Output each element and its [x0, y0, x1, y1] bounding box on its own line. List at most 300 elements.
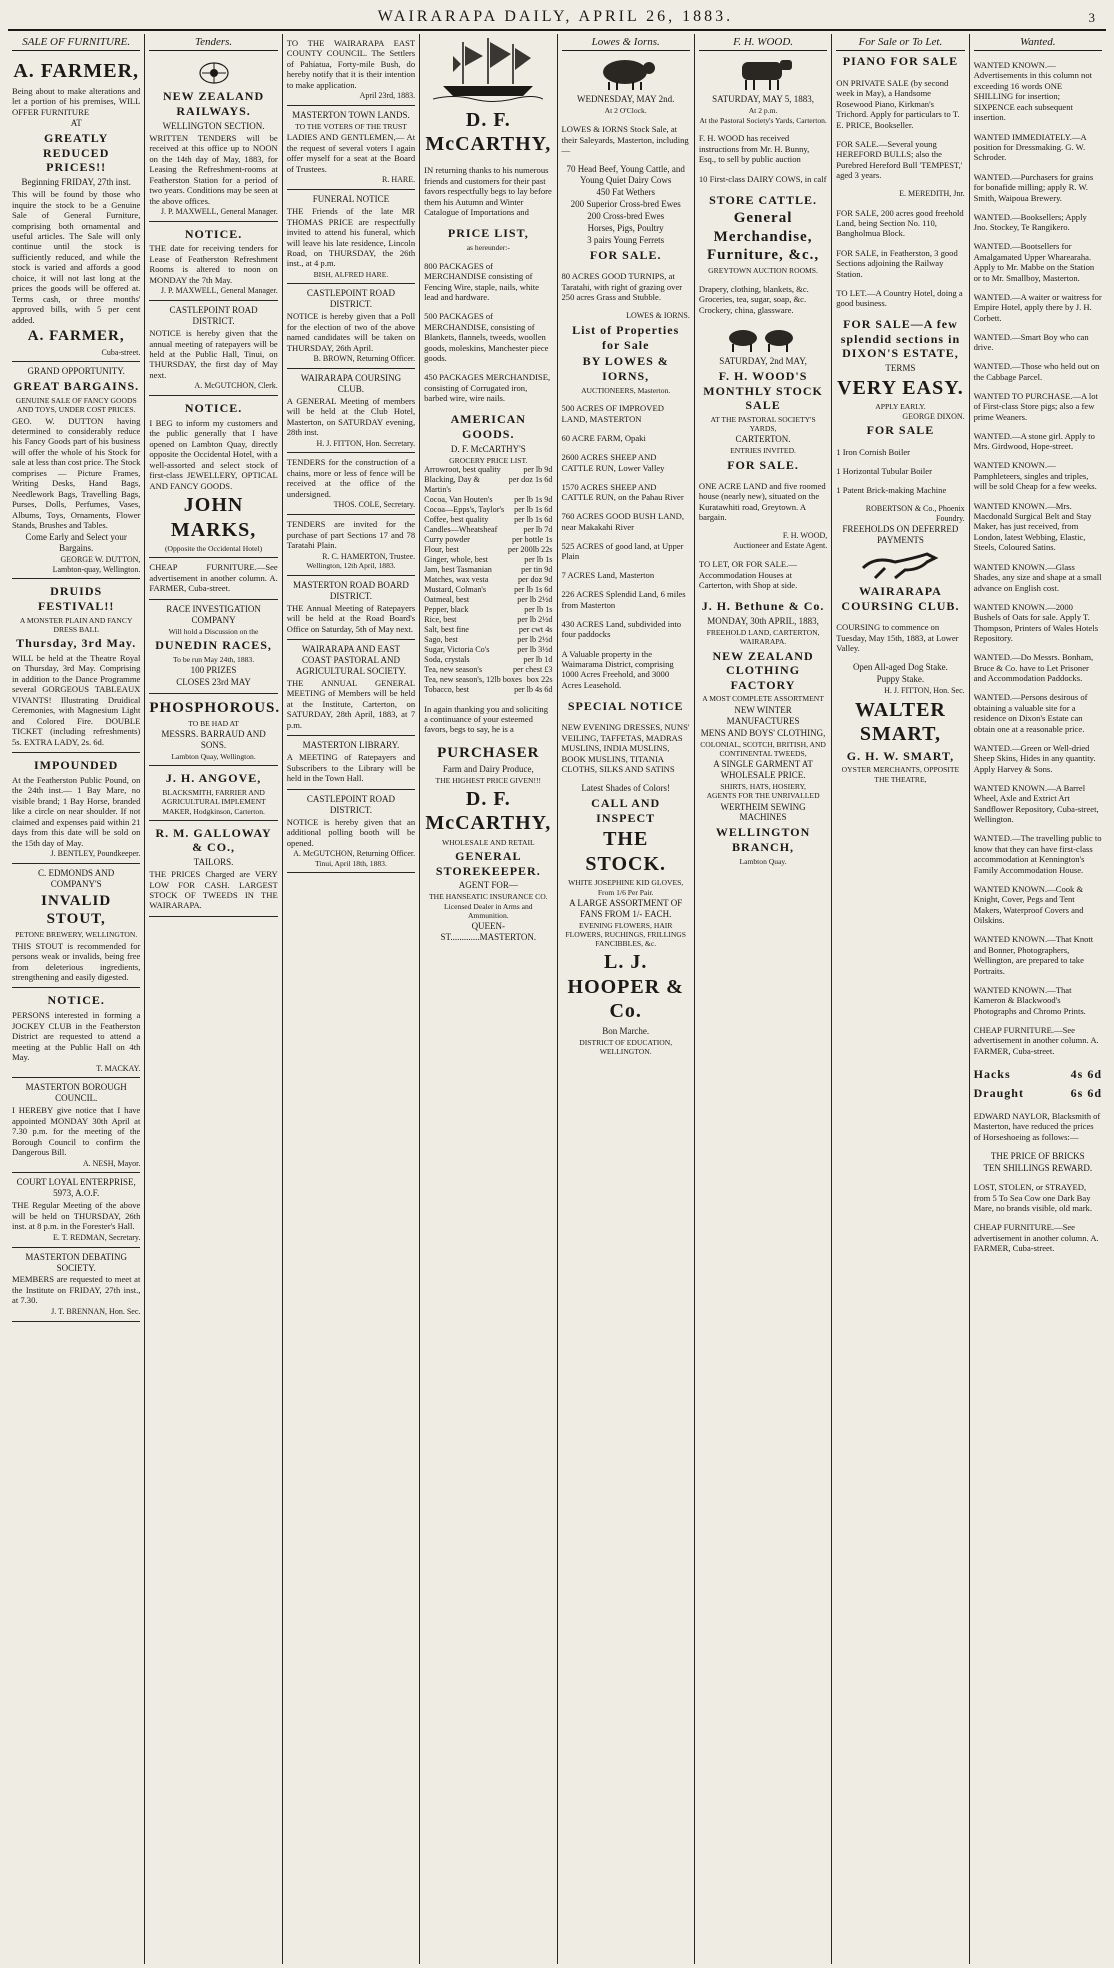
wood-let: TO LET, OR FOR SALE.—Accommodation Houses at Carterton, with Shop at side. [698, 559, 798, 591]
properties-by: BY LOWES & IORNS, [582, 354, 669, 383]
factory-single: A SINGLE GARMENT AT WHOLESALE PRICE. [713, 759, 813, 781]
featherston-sections: FOR SALE, in Featherston, 3 good Sections adjoining the Railway Station. [836, 247, 958, 279]
grocery-item-price: per lb 9d [523, 464, 553, 474]
coursing-meeting-sign: H. J. FITTON, Hon. Secretary. [316, 438, 416, 448]
grocery-item-price: per lb 1s 6d [514, 504, 553, 514]
grocery-list [424, 465, 552, 695]
factory-address: Lambton Quay. [739, 856, 787, 866]
grocery-item-price: per lb 1s 6d [514, 514, 553, 524]
pound-heading: IMPOUNDED [34, 758, 119, 772]
funeral-body: THE Friends of the late MR THOMAS PRICE are respectfully invited to attend his funeral, which will leave his late residence, Lincoln Road, on THURSDAY, the 26th inst., at 4 p.m. [286, 206, 416, 269]
library-notice [287, 736, 415, 789]
grocery-item-name: Flour, best [424, 544, 459, 554]
grocery-item [424, 545, 552, 555]
grocery-item-name: Blacking, Day & Martin's [424, 474, 480, 494]
agricultural-heading: WAIRARAPA AND EAST COAST PASTORAL AND AGRICULTURAL SOCIETY. [295, 643, 407, 676]
taratahi-tenders [287, 515, 415, 575]
grocery-item-price: per lb 1d [523, 654, 553, 664]
merchandise-comprising: Drapery, clothing, blankets, &c. Groceries, tea, sugar, soap, &c. Crockery, china, glassware. [698, 283, 809, 315]
marks-heading: NOTICE. [184, 401, 243, 416]
grocery-item-name: Ginger, whole, best [424, 554, 488, 564]
masthead-page-number: 3 [1088, 10, 1096, 25]
boilers-heading: FOR SALE [866, 423, 935, 438]
masthead-title: WAIRARAPA DAILY, APRIL 26, 1883. [377, 8, 734, 25]
lost-body: LOST, STOLEN, or STRAYED, from 5 To Sea Cow one Dark Bay Mare, no brands visible, old mark. [973, 1182, 1093, 1214]
bethune-heading: J. H. Bethune & Co. [701, 599, 825, 614]
galloway-ad [149, 821, 277, 917]
grocery-item-name: Coffee, best quality [424, 514, 489, 524]
castlepoint-notice [149, 301, 277, 396]
wanted-item: WANTED.—Those who held out on the Cabbage Parcel. [973, 361, 1100, 382]
boilers-list [836, 447, 964, 496]
dixon-terms: TERMS [885, 363, 916, 374]
factory-colonial: COLONIAL, SCOTCH, BRITISH, AND CONTINENTAL TWEEDS, [700, 739, 826, 758]
freeholds-deferred: FREEHOLDS ON DEFERRED PAYMENTS [842, 524, 959, 546]
wanted-item: WANTED.—Green or Well-dried Sheep Skins, Hides in any quantity. Apply Harvey & Sons. [973, 742, 1096, 774]
special-kid: WHITE JOSEPHINE KID GLOVES, From 1/6 Per Pair. [568, 878, 684, 897]
wood-monthly: F. H. WOOD'S MONTHLY STOCK SALE [703, 368, 823, 413]
grocery-item-name: Sago, best [424, 634, 458, 644]
grocery-item [424, 555, 552, 565]
general-merchandise: General Merchandise, Furniture, &c., [706, 210, 820, 263]
cow-icon [699, 54, 827, 92]
refreshment-body: THE date for receiving tenders for Lease of Featherston Refreshment Rooms is altered to noon on MONDAY the 7th May. [149, 243, 278, 285]
railways-sign: J. P. MAXWELL, General Manager. [160, 207, 278, 217]
mccarthy-thanks: In again thanking you and soliciting a continuance of your esteemed favors, begs to say, he is a [424, 703, 548, 735]
lowes-lot: 70 Head Beef, Young Cattle, and Young Quiet Dairy Cows [566, 164, 685, 186]
grocery-item [424, 655, 552, 665]
dutton-h2: GREAT BARGAINS. [13, 379, 140, 394]
grocery-item [424, 635, 552, 645]
phosphorous-ad [149, 694, 281, 767]
coursing-meeting-heading: WAIRARAPA COURSING CLUB. [300, 372, 402, 394]
lowes-sign: LOWES & IORNS. [626, 311, 690, 321]
factory-shirts: SHIRTS, HATS, HOSIERY, [720, 782, 806, 792]
grocery-item-name: Tea, new season's, 12lb boxes [424, 674, 522, 684]
farmer-name: A. FARMER, [13, 60, 140, 83]
agricultural-body: THE ANNUAL GENERAL MEETING of Members will be held at the Institute, Carterton, on SATURDAY, 28th April, 1883, at 7 p.m. [286, 677, 416, 730]
dutton-body: GEO. W. DUTTON having determined to considerably reduce his Fancy Goods part of his business will offer the whole of his Stock for sale at less than cost price. The Stock comprises — Picture Frames, Writing Desks, Hand Bags, Needlework Bags, Travelling Bags, Purses, Dolls, Perfumes, Vases, Albums, Toys, Ornaments, Flower Stands, Brushes and Tables. [12, 415, 141, 531]
dutton-ad [12, 362, 140, 579]
boiler-item: 1 Patent Brick-making Machine [836, 484, 947, 495]
grocery-item-price: per doz 1s 6d [508, 474, 553, 484]
grocery-item-price: per lb 2½d [517, 594, 553, 604]
borough-sign: A. NESH, Mayor. [82, 1158, 141, 1168]
property-item: 60 ACRE FARM, Opaki [561, 432, 646, 443]
mccarthy-purchaser: PURCHASER [437, 744, 540, 761]
wanted-item: WANTED.—Persons desirous of obtaining a valuable site for a residence on Dixon's Estate can obtain one at a reasonable price. [973, 692, 1088, 734]
borough-heading: MASTERTON BOROUGH COUNCIL. [25, 1082, 127, 1104]
grocery-heading: D. F. McCARTHY'S [450, 443, 526, 454]
reward-heading: TEN SHILLINGS REWARD. [983, 1162, 1093, 1173]
funeral-notice [287, 190, 415, 284]
naylor-body: EDWARD NAYLOR, Blacksmith of Masterton, have reduced the prices of Horseshoeing as follows:— [973, 1110, 1101, 1142]
property-item: 430 ACRES Land, subdivided into four paddocks [561, 618, 682, 640]
jockey-notice [12, 988, 140, 1078]
mccarthy-address: QUEEN-ST.............MASTERTON. [440, 921, 537, 943]
dutton-sub: GENUINE SALE OF FANCY GOODS AND TOYS, UNDER COST PRICES. [15, 396, 137, 415]
oyster-merchants: OYSTER MERCHANTS, OPPOSITE THE THEATRE, [841, 765, 960, 784]
wood-place: At the Pastoral Society's Yards, Carterton. [699, 115, 827, 125]
wood-lot: 10 First-class DAIRY COWS, in calf [698, 173, 827, 184]
grocery-item [424, 515, 552, 525]
grocery-item [424, 665, 552, 675]
dixon-estate: FOR SALE—A few splendid sections in DIXON'S ESTATE, [840, 317, 961, 361]
jockey-sign: T. MACKAY. [96, 1063, 141, 1073]
hereford-bulls: FOR SALE.—Several young HEREFORD BULLS; also the Purebred Hereford Bull 'TEMPEST,' aged 3 years. [836, 138, 963, 181]
phosphorous-body: TO BE HAD AT [188, 718, 239, 728]
grocery-item [424, 585, 552, 595]
factory-heading: NEW ZEALAND CLOTHING FACTORY [712, 648, 814, 692]
wood-entries: ENTRIES INVITED. [730, 446, 796, 456]
refreshment-notice [149, 222, 277, 301]
pound-body: At the Featherston Public Pound, on the 24th inst.— 1 Bay Mare, no visible brand; 1 Bay Horse, branded like a circle on near shoulder. If not claimed and expenses paid within 21 days from this date will be sold on the 15th day of May. [12, 774, 141, 848]
castlepoint-booth [287, 790, 415, 873]
factory-branch: WELLINGTON BRANCH, [715, 825, 811, 855]
hacks-label: Hacks [973, 1066, 1011, 1081]
grocery-item [424, 605, 552, 615]
grocery-item-name: Salt, best fine [424, 624, 469, 634]
grocery-item [424, 685, 552, 695]
greyhound-icon [836, 548, 964, 582]
railways-sub: WELLINGTON SECTION. [162, 120, 265, 131]
farmer-ad [12, 54, 140, 362]
wanted-item: WANTED KNOWN.—That Knott and Bonner, Photographers, Wellington, are prepared to take Portraits. [973, 934, 1094, 976]
factory-mens: MENS AND BOYS' CLOTHING, [700, 727, 826, 738]
wanted-item: WANTED.—Purchasers for grains for bonafide milling; apply R. W. Smith, Waipoua Brewery. [973, 171, 1094, 203]
farmer-intro: Being about to make alterations and let a portion of his premises, WILL OFFER FURNITURE [12, 85, 141, 117]
edmonds-ad [12, 864, 140, 989]
grocery-item [424, 615, 552, 625]
wood-carterton: CARTERTON. [735, 434, 791, 445]
agricultural-notice [287, 640, 415, 736]
coursing-body: COURSING to commence on Tuesday, May 15th, 1883, at Lower Valley. [836, 622, 959, 654]
phosphorous-name: MESSRS. BARRAUD AND SONS. [161, 729, 266, 751]
angove-heading: J. H. ANGOVE, [165, 771, 262, 786]
grocery-item [424, 675, 552, 685]
castlepoint-heading: CASTLEPOINT ROAD DISTRICT. [169, 305, 258, 327]
property-item: 226 ACRES Splendid Land, 6 miles from Masterton [561, 589, 686, 610]
grocery-item-price: per chest £3 [512, 664, 553, 674]
grocery-item-name: Candles—Wheatsheaf [424, 524, 498, 534]
property-item: 500 ACRES OF IMPROVED LAND, MASTERTON [561, 403, 664, 424]
special-dress: NEW EVENING DRESSES, NUNS' VEILING, TAFFETAS, MADRAS MUSLINS, INDIA MUSLINS, BOOK MUSLINS, TITANIA CLOTHS, SILKS AND SATINS [561, 722, 690, 775]
bethune-monday: MONDAY, 30th APRIL, 1883, [707, 616, 819, 627]
special-evening: EVENING FLOWERS, HAIR FLOWERS, RUCHINGS, FRILLINGS FANCIBBLES, &c. [565, 920, 687, 949]
grocery-item-price: per bottle 1s [512, 534, 553, 544]
property-item: 1570 ACRES SHEEP AND CATTLE RUN, on the Pahau River [561, 481, 684, 503]
wanted-item: WANTED.—Bootsellers for Amalgamated Upper Wharearaha. Apply to Mr. Mabbe on the Station or to Mr. Smallboy, Masterton. [973, 241, 1095, 283]
factory-agents: AGENTS FOR THE UNRIVALLED [706, 791, 820, 801]
court-heading: COURT LOYAL ENTERPRISE, 5973, A.O.F. [16, 1177, 136, 1199]
angove-body: BLACKSMITH, FARRIER AND AGRICULTURAL IMPLEMENT MAKER, Hodgkinson, Carterton. [161, 788, 266, 816]
country-hotel: TO LET.—A Country Hotel, doing a good business. [836, 287, 963, 309]
factory-sewing: WERTHEIM SEWING MACHINES [720, 801, 806, 823]
funeral-sign: BISH, ALFRED HARE. [313, 269, 389, 279]
lowes-lots [562, 164, 690, 246]
farmer-date: Beginning FRIDAY, 27th inst. [21, 177, 131, 188]
column-8 [970, 34, 1106, 1964]
race-heading: RACE INVESTIGATION COMPANY [166, 603, 261, 625]
grocery-item-price: per 200lb 22s [507, 544, 553, 554]
castlepoint-poll-heading: CASTLEPOINT ROAD DISTRICT. [306, 288, 395, 310]
court-notice [12, 1173, 140, 1247]
galloway-h2: TAILORS. [193, 857, 234, 868]
column-2 [145, 34, 282, 1964]
dutton-h1: GRAND OPPORTUNITY. [27, 366, 125, 377]
grocery-item [424, 475, 552, 495]
greytown-rooms: GREYTOWN AUCTION ROOMS. [708, 266, 818, 276]
ship-icon [424, 36, 552, 106]
wanted-item: WANTED KNOWN.—Glass Shades, any size and shape at a small advance on English cost. [973, 561, 1102, 593]
dutton-address: Lambton-quay, Wellington. [52, 564, 141, 574]
castlepoint-poll-sign: B. BROWN, Returning Officer. [313, 354, 416, 364]
column-3 [283, 34, 420, 1964]
court-body: THE Regular Meeting of the above will be held on THURSDAY, 26th inst. at 8 p.m. in the Forester's Hall. [12, 1200, 141, 1232]
store-cattle: STORE CATTLE. [709, 192, 818, 207]
mccarthy-price-list: PRICE LIST, [447, 226, 529, 241]
mccarthy-highest: THE HIGHEST PRICE GIVEN!!! [435, 775, 542, 785]
special-call: CALL AND INSPECT [591, 796, 661, 825]
farmer-address: Cuba-street. [101, 347, 141, 357]
pahiatua-ad [287, 34, 415, 106]
special-notice: SPECIAL NOTICE [567, 699, 684, 714]
coursing-heading: WAIRARAPA COURSING CLUB. [841, 584, 960, 613]
road-board-notice [287, 576, 415, 640]
court-sign: E. T. REDMAN, Secretary. [52, 1232, 141, 1242]
coursing-open: Open All-aged Dog Stake. [852, 662, 948, 673]
marks-name: JOHN MARKS, [170, 494, 257, 541]
properties-valuable: A Valuable property in the Waimarama District, comprising 1000 Acres Freehold, and 3000 Acres Leasehold. [561, 648, 674, 690]
library-heading: MASTERTON LIBRARY. [302, 740, 400, 751]
column-1 [8, 34, 145, 1964]
lowes-lot: 200 Cross-bred Ewes [587, 211, 665, 222]
dutton-sign: GEORGE W. DUTTON, [60, 554, 141, 564]
fence-tenders-body: TENDERS for the construction of a chains, more or less of fence will be received at the office of the undersigned. [286, 457, 416, 499]
galloway-heading: R. M. GALLOWAY & CO., [155, 825, 272, 855]
grocery-item [424, 645, 552, 655]
piano-heading: PIANO FOR SALE [842, 54, 959, 69]
wanted-item: WANTED KNOWN.—2000 Bushels of Oats for sale. Apply T. Thompson, Printers of Wales Hotels Repository. [973, 601, 1099, 644]
farmer-deal: GREATLY REDUCED PRICES!! [43, 131, 110, 175]
grocery-item-name: Arrowroot, best quality [424, 464, 501, 474]
draught-label: Draught [973, 1085, 1024, 1100]
wanted-item: WANTED.—Do Messrs. Bonham, Bruce & Co. have to Let Prisoner and Accommodation Paddocks. [973, 652, 1094, 684]
druids-heading: DRUIDS FESTIVAL!! [37, 584, 115, 613]
crest-icon [149, 59, 277, 87]
grocery-item-name: Pepper, black [424, 604, 469, 614]
lowes-lot: 3 pairs Young Ferrets [587, 235, 665, 246]
mccarthy-produce: Farm and Dairy Produce, [442, 763, 534, 774]
masthead-left-rule [18, 10, 22, 26]
dixon-sign: GEORGE DIXON. [902, 411, 965, 421]
marks-ad [149, 396, 277, 558]
column-4 [420, 34, 557, 1964]
debating-body: MEMBERS are requested to meet at the Institute on FRIDAY, 27th inst., at 7.30. [12, 1274, 141, 1306]
lowes-date: WEDNESDAY, MAY 2nd. [577, 94, 675, 105]
grocery-item-name: Tea, new season's [424, 664, 483, 674]
properties-heading: List of Properties for Sale [572, 323, 680, 352]
edmonds-sub: PETONE BREWERY, WELLINGTON. [15, 930, 138, 940]
pahiatua-date: April 23rd, 1883. [359, 91, 416, 101]
dixon-easy: VERY EASY. [837, 377, 964, 400]
wanted-item: WANTED KNOWN.—Advertisements in this column not exceeding 16 words ONE SHILLING for insertion; SIXPENCE each subsequent insertion. [973, 60, 1093, 123]
edmonds-body: THIS STOUT is recommended for persons weak or invalids, being free from deleterious ingredients, strengthening and easily digested. [12, 940, 141, 982]
fence-tenders-sign: THOS. COLE, Secretary. [333, 500, 416, 510]
race-prizes: 100 PRIZES [190, 664, 237, 675]
lowes-for-sale: FOR SALE. [589, 248, 662, 263]
edmonds-h2: INVALID STOUT, [41, 892, 112, 927]
mccarthy-role-2: GENERAL STOREKEEPER. [435, 849, 541, 878]
hooper-name: L. J. HOOPER & Co. [567, 951, 684, 1023]
property-item: 2600 ACRES SHEEP AND CATTLE RUN, Lower Valley [561, 452, 665, 473]
castlepoint-booth-body: NOTICE is hereby given that an additional polling booth will be opened. [286, 816, 416, 848]
town-lands-sign: R. HARE. [382, 175, 416, 185]
race-body: Will hold a Discussion on the [168, 626, 259, 636]
wanted-list [974, 60, 1102, 1016]
taratahi-tenders-date: Wellington, 12th April, 1883. [306, 561, 396, 571]
grocery-item [424, 575, 552, 585]
castlepoint-booth-date: Tinui, April 18th, 1883. [315, 858, 387, 868]
grocery-item-price: per lb 1s 9d [514, 494, 553, 504]
draught-price: 6s 6d [1070, 1085, 1102, 1100]
grocery-item-name: Sugar, Victoria Co's [424, 644, 490, 654]
mccarthy-intro: IN returning thanks to his numerous friends and customers for their past favors respectfully begs to lay before them his Autumn and Winter Catalogue of Importations and [424, 165, 552, 218]
wood-sign: F. H. WOOD, [782, 531, 828, 541]
marks-body: I BEG to inform my customers and the public generally that I have opened on Lambton Quay, directly opposite the Occidental Hotel, with a well-assorted and select stock of first-class JEWELLERY, OPTICAL AND FANCY GOODS. [149, 417, 278, 491]
jockey-heading: NOTICE. [47, 993, 105, 1008]
coursing-sign: H. J. FITTON, Hon. Sec. [884, 686, 965, 696]
castlepoint-booth-heading: CASTLEPOINT ROAD DISTRICT. [306, 793, 395, 815]
railways-heading: NEW ZEALAND RAILWAYS. [162, 89, 265, 119]
castlepoint-poll [287, 284, 415, 369]
castlepoint-booth-sign: A. McGUTCHON, Returning Officer. [293, 849, 416, 859]
factory-sub: A MOST COMPLETE ASSORTMENT [702, 694, 824, 704]
mccarthy-agent-2: THE HANSEATIC INSURANCE CO. [429, 892, 548, 902]
livestock-icon [699, 324, 827, 354]
bethune-freehold: FREEHOLD LAND, CARTERTON, WAIRARAPA. [706, 628, 820, 647]
taratahi-tenders-body: TENDERS are invited for the purchase of part Sections 17 and 78 Taratahi Plain. [286, 519, 416, 551]
coursing-meeting [287, 369, 415, 454]
special-latest: Latest Shades of Colors! [581, 783, 671, 794]
grocery-item-price: per doz 9d [517, 574, 553, 584]
borough-body: I HEREBY give notice that I have appointed MONDAY 30th April at 7.30 p.m. for the meeting of the Borough Council to confirm the Dangerous Bill. [12, 1105, 141, 1158]
grocery-item [424, 565, 552, 575]
refreshment-heading: NOTICE. [184, 226, 243, 241]
draught-row [974, 1084, 1102, 1103]
column-6-header: F. H. WOOD. [699, 36, 827, 51]
wanted-cheap-2: CHEAP FURNITURE.—See advertisement in another column. A. FARMER, Cuba-street. [973, 1222, 1099, 1254]
column-7 [832, 34, 969, 1964]
grocery-item-name: Soda, crystals [424, 654, 470, 664]
walter-smart: WALTER SMART, [855, 698, 946, 746]
mccarthy-agent: AGENT FOR— [458, 880, 518, 891]
druids-when: Thursday, 3rd May. [16, 636, 137, 651]
coursing-meeting-body: A GENERAL Meeting of members will be held at the Club Hotel, Masterton, on SATURDAY evening, 28th inst. [286, 395, 416, 438]
town-lands-sub: TO THE VOTERS OF THE TRUST [295, 122, 407, 132]
mccarthy-p450: 450 PACKAGES MERCHANDISE, consisting of Corrugated iron, barbed wire, wire nails. [424, 372, 551, 404]
piano-body: ON PRIVATE SALE (by second week in May), a Handsome Rosewood Piano, Kirkman's Trichord. Apply for particulars to T. E. PRICE, Bookseller. [836, 77, 960, 130]
town-lands-ad [287, 106, 415, 190]
grocery-item-name: Cocoa, Van Houten's [424, 494, 493, 504]
hacks-price: 4s 6d [1070, 1066, 1102, 1081]
railways-ad [149, 54, 277, 221]
bricks-heading: THE PRICE OF BRICKS [990, 1150, 1085, 1161]
wood-sat: SATURDAY, 2nd MAY, [719, 356, 807, 366]
property-item: 525 ACRES of good land, at Upper Plain [561, 540, 684, 562]
gw-smart: G. H. W. SMART, [846, 748, 955, 763]
grocery-item-price: per lb 2½d [517, 614, 553, 624]
funeral-heading: FUNERAL NOTICE [312, 194, 390, 205]
jockey-body: PERSONS interested in forming a JOCKEY CLUB in the Featherston District are requested to attend a meeting at the Public Hall on 4th May. [12, 1010, 141, 1063]
race-ad [149, 600, 277, 694]
grocery-item-name: Matches, wax vesta [424, 574, 489, 584]
properties-list [562, 403, 690, 640]
wanted-item: WANTED.—The travelling public to know that they can have first-class accommodation at Kennington's Family Accommodation House. [973, 833, 1102, 875]
mccarthy-p800: 800 PACKAGES of MERCHANDISE consisting of Fencing Wire, staple, nails, white lead and hardware. [424, 260, 539, 303]
column-5-header: Lowes & Iorns. [562, 36, 690, 51]
factory-winter: NEW WINTER MANUFACTURES [726, 704, 800, 726]
grocery-sub: GROCERY PRICE LIST. [449, 455, 528, 465]
road-board-heading: MASTERTON ROAD BOARD DISTRICT. [293, 579, 409, 601]
wood-time: At 2 p.m. [748, 106, 778, 116]
mccarthy-received: as hereunder:- [466, 243, 510, 253]
phosphorous-heading: PHOSPHOROUS. [149, 699, 281, 716]
cheap-furniture-body: CHEAP FURNITURE.—See advertisement in another column. A. FARMER, Cuba-street. [149, 562, 278, 594]
wood-pastoral: AT THE PASTORAL SOCIETY'S YARDS, [710, 414, 816, 434]
hacks-row [974, 1065, 1102, 1084]
lowes-lot: 200 Superior Cross-bred Ewes [570, 199, 681, 210]
lowes-body: LOWES & IORNS Stock Sale, at their Saleyards, Masterton, including— [561, 124, 689, 156]
mccarthy-role: WHOLESALE AND RETAIL [442, 837, 535, 847]
wood-sign-2: Auctioneer and Estate Agent. [733, 541, 828, 551]
taratahi-tenders-sign: R. C. HAMERTON, Trustee. [322, 551, 416, 561]
dutton-tagline: Come Early and Select your Bargains. [25, 531, 127, 553]
grocery-item-price: per lb 7d [523, 524, 553, 534]
grocery-item [424, 625, 552, 635]
marks-address: (Opposite the Occidental Hotel) [164, 543, 263, 553]
wood-lots [699, 133, 827, 184]
pound-sign: J. BENTLEY, Poundkeeper. [50, 849, 141, 859]
grocery-item [424, 595, 552, 605]
castlepoint-body: NOTICE is hereby given that the annual meeting of ratepayers will be held at the Public Hall, Tinui, on THURSDAY, the first day of May next. [149, 328, 278, 380]
galloway-body: THE PRICES Charged are VERY LOW FOR CASH. LARGEST STOCK OF TWEEDS IN THE WAIRARAPA. [149, 869, 278, 911]
refreshment-sign: J. P. MAXWELL, General Manager. [160, 286, 278, 296]
debating-sign: J. T. BRENNAN, Hon. Sec. [51, 1306, 141, 1316]
hereford-sign: E. MEREDITH, Jnr. [899, 189, 965, 199]
race-date: To be run May 24th, 1883. [173, 654, 255, 664]
wanted-item: WANTED TO PURCHASE.—A lot of First-class Store pigs; also a few prime Weaners. [973, 390, 1098, 422]
farmer-at: AT [70, 118, 82, 129]
grocery-item-name: Rice, best [424, 614, 457, 624]
druids-ad [12, 579, 140, 753]
cheap-furniture-ad [149, 558, 277, 599]
mccarthy-licensed: Licensed Dealer in Arms and Ammunition. [444, 901, 533, 920]
grocery-item-name: Curry powder [424, 534, 470, 544]
castlepoint-poll-body: NOTICE is hereby given that a Poll for the election of two of the above named candidates will be taken on THURSDAY, 26th April. [286, 311, 416, 353]
grocery-item-price: per lb 2½d [517, 634, 553, 644]
column-2-header: Tenders. [149, 36, 277, 51]
wanted-item: WANTED KNOWN.—That Kameron & Blackwood's Photographs and Chromo Prints. [973, 984, 1086, 1016]
lowes-turnips: 80 ACRES GOOD TURNIPS, at Taratahi, with right of grazing over 250 acres Grass and Stubble. [561, 271, 683, 303]
road-board-body: THE Annual Meeting of Ratepayers will be held at the Road Board's Office on Saturday, 5th of May next. [286, 602, 416, 634]
grocery-item [424, 495, 552, 505]
grocery-item-price: per lb 1s 6d [514, 584, 553, 594]
grocery-item-price: per lb 1s [524, 604, 553, 614]
wanted-item: WANTED.—A waiter or waitress for Empire Hotel, apply there by J. H. Corbett. [973, 291, 1102, 323]
grocery-item-price: per tin 9d [521, 564, 553, 574]
pound-ad [12, 753, 140, 864]
